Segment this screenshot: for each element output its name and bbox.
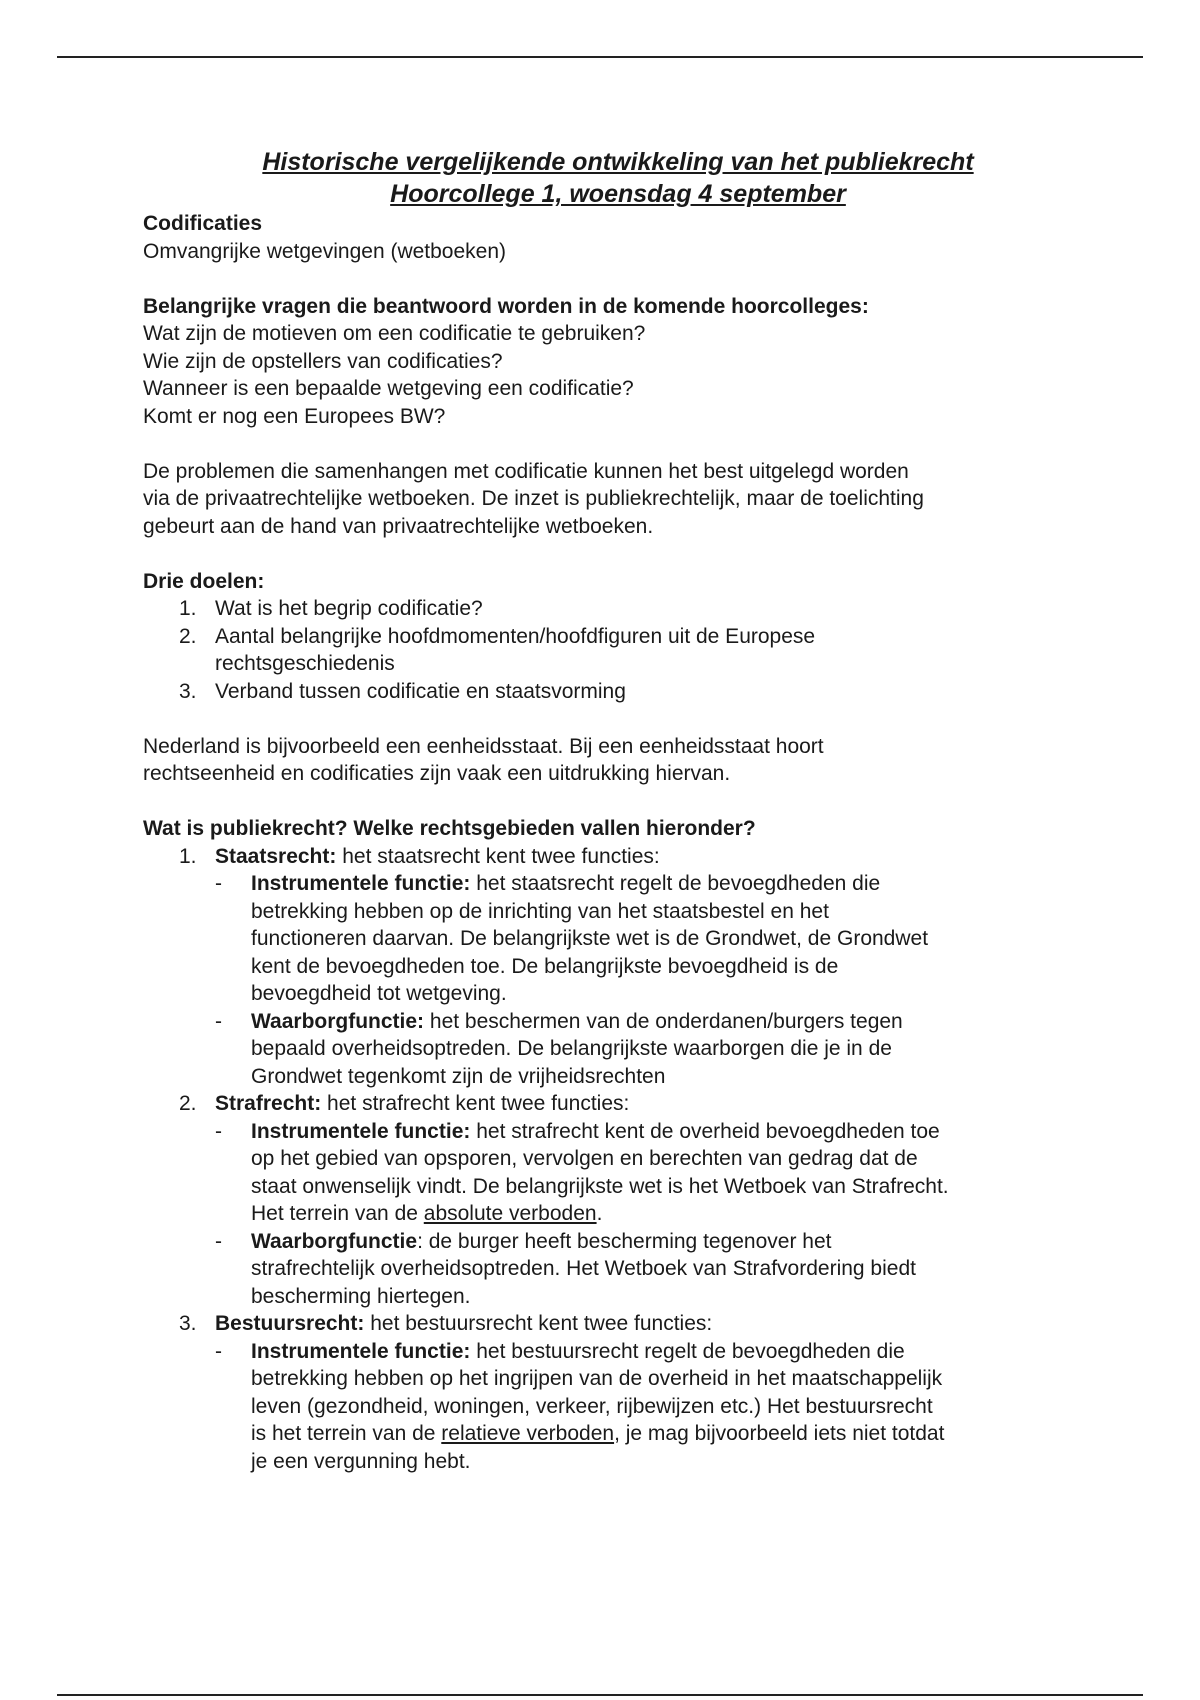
bestuursrecht-functies (215, 1338, 1063, 1476)
vraag-item: Wanneer is een bepaalde wetgeving een codificatie? (143, 377, 634, 400)
vraag-item: Wat zijn de motieven om een codificatie te gebruiken? (143, 322, 646, 345)
strafrecht-text: het strafrecht kent twee functies: (321, 1092, 630, 1115)
list-item-bestuursrecht (143, 1310, 1063, 1475)
function-text: het beschermen van de onderdanen/burgers tegen (424, 1009, 903, 1033)
problemen-line: De problemen die samenhangen met codificatie kunnen het best uitgelegd worden (143, 459, 909, 483)
title-line-2: Hoorcollege 1, woensdag 4 september (390, 180, 846, 208)
function-label: Instrumentele functie: (251, 1119, 471, 1143)
function-text: . (596, 1202, 603, 1225)
function-label: Instrumentele functie: (251, 1339, 471, 1363)
list-item (143, 678, 1063, 706)
dash-bullet: - (215, 1339, 222, 1363)
top-rule (57, 56, 1143, 58)
dash-bullet: - (215, 1119, 222, 1143)
list-item (215, 1228, 1063, 1311)
list-item (215, 870, 1063, 1008)
function-label: Waarborgfunctie (251, 1229, 418, 1253)
function-text: : de burger heeft bescherming tegenover het (417, 1229, 832, 1253)
doel-text: Verband tussen codificatie en staatsvorming (215, 679, 626, 703)
function-text: het strafrecht kent de overheid bevoegdheden toe (470, 1119, 940, 1143)
problemen-line: gebeurt aan de hand van privaatrechtelijke wetboeken. (143, 514, 654, 538)
function-text: staat onwenselijk vindt. De belangrijkste wet is het Wetboek van Strafrecht. (251, 1174, 949, 1198)
bestuursrecht-label: Bestuursrecht: (215, 1312, 365, 1335)
list-number: 1. (179, 597, 197, 620)
function-text: kent de bevoegdheden toe. De belangrijkste bevoegdheid is de (251, 954, 839, 978)
list-number: 3. (179, 1312, 197, 1335)
staatsrecht-functies (215, 870, 1063, 1090)
function-text: betrekking hebben op de inrichting van het staatsbestel en het (251, 899, 829, 923)
doelen-list (143, 595, 1063, 705)
function-text: het bestuursrecht regelt de bevoegdheden die (470, 1339, 905, 1363)
function-text: betrekking hebben op het ingrijpen van de overheid in het maatschappelijk (251, 1367, 943, 1390)
dash-bullet: - (215, 872, 222, 895)
function-label: Instrumentele functie: (251, 872, 471, 895)
document-title (113, 146, 1123, 210)
staatsrecht-label: Staatsrecht: (215, 844, 337, 868)
function-text: is het terrein van de (251, 1422, 442, 1445)
bottom-rule (57, 1694, 1143, 1696)
list-item-strafrecht (143, 1090, 1063, 1310)
document-body (143, 146, 1063, 1475)
doel-text: rechtsgeschiedenis (215, 652, 395, 675)
function-text: leven (gezondheid, woningen, verkeer, rijbewijzen etc.) Het bestuursrecht (251, 1394, 933, 1418)
relatieve-verboden-term: relatieve verboden (441, 1422, 615, 1445)
list-item (215, 1338, 1063, 1476)
heading-vragen: Belangrijke vragen die beantwoord worden in de komende hoorcolleges: (143, 294, 869, 318)
function-text: Het terrein van de (251, 1202, 424, 1225)
list-item-staatsrecht (143, 843, 1063, 1091)
nederland-line: rechtseenheid en codificaties zijn vaak een uitdrukking hiervan. (143, 762, 731, 785)
list-number: 3. (179, 679, 197, 703)
function-text: strafrechtelijk overheidsoptreden. Het Wetboek van Strafvordering biedt (251, 1257, 916, 1280)
heading-doelen: Drie doelen: (143, 569, 265, 593)
function-text: , je mag bijvoorbeeld iets niet totdat (614, 1422, 945, 1445)
heading-codificaties: Codificaties (143, 212, 263, 235)
list-item (143, 623, 1063, 678)
problemen-line: via de privaatrechtelijke wetboeken. De inzet is publiekrechtelijk, maar de toelichting (143, 487, 924, 510)
list-item (143, 595, 1063, 623)
list-number: 2. (179, 624, 197, 648)
staatsrecht-text: het staatsrecht kent twee functies: (336, 844, 660, 868)
title-line-1: Historische vergelijkende ontwikkeling van het publiekrecht (262, 148, 974, 176)
dash-bullet: - (215, 1009, 222, 1033)
function-text: bescherming hiertegen. (251, 1284, 471, 1308)
vraag-item: Wie zijn de opstellers van codificaties? (143, 349, 503, 373)
function-text: het staatsrecht regelt de bevoegdheden die (470, 872, 881, 895)
bestuursrecht-text: het bestuursrecht kent twee functies: (364, 1312, 713, 1335)
absolute-verboden-term: absolute verboden (423, 1202, 597, 1225)
heading-publiekrecht: Wat is publiekrecht? Welke rechtsgebieden vallen hieronder? (143, 817, 756, 840)
list-item (215, 1118, 1063, 1228)
rechtsgebieden-list (143, 843, 1063, 1476)
list-item (215, 1008, 1063, 1091)
nederland-line: Nederland is bijvoorbeeld een eenheidsstaat. Bij een eenheidsstaat hoort (143, 734, 824, 758)
list-number: 2. (179, 1092, 197, 1115)
function-text: op het gebied van opsporen, vervolgen en berechten van gedrag dat de (251, 1147, 918, 1170)
function-text: bevoegdheid tot wetgeving. (251, 982, 507, 1005)
function-text: je een vergunning hebt. (251, 1449, 471, 1473)
strafrecht-functies (215, 1118, 1063, 1311)
function-label: Waarborgfunctie: (251, 1009, 425, 1033)
codificaties-text: Omvangrijke wetgevingen (wetboeken) (143, 239, 507, 263)
vraag-item: Komt er nog een Europees BW? (143, 404, 446, 428)
function-text: Grondwet tegenkomt zijn de vrijheidsrechten (251, 1064, 666, 1088)
dash-bullet: - (215, 1229, 222, 1253)
function-text: bepaald overheidsoptreden. De belangrijkste waarborgen die je in de (251, 1037, 892, 1060)
doel-text: Wat is het begrip codificatie? (215, 597, 483, 620)
doel-text: Aantal belangrijke hoofdmomenten/hoofdfiguren uit de Europese (215, 624, 816, 648)
list-number: 1. (179, 844, 197, 868)
strafrecht-label: Strafrecht: (215, 1092, 322, 1115)
function-text: functioneren daarvan. De belangrijkste wet is de Grondwet, de Grondwet (251, 927, 929, 950)
